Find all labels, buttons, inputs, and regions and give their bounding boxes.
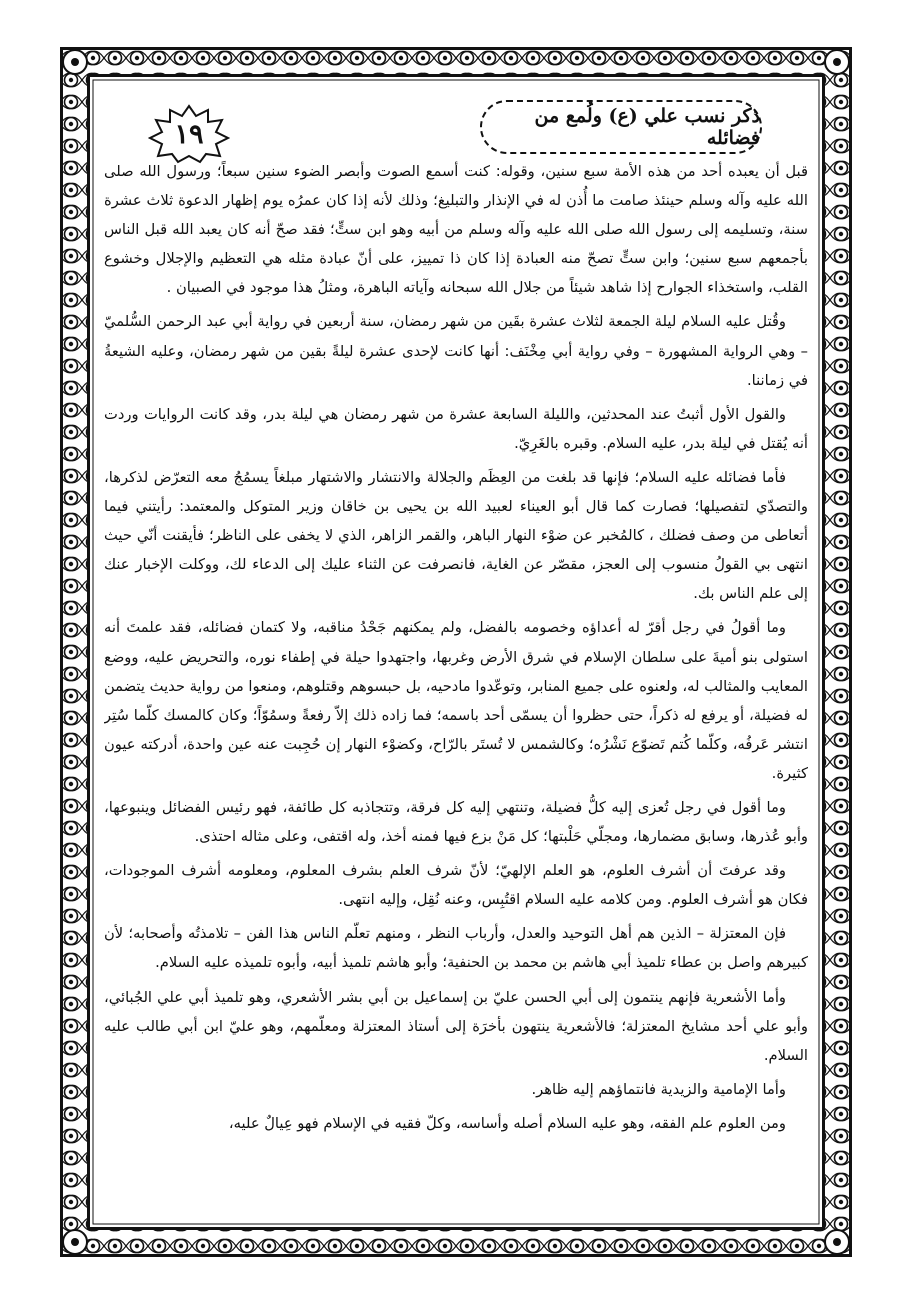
paragraph: فأما فضائله عليه السلام؛ فإنها قد بلغت من العِظَم والجلالة والانتشار والاشتهار مبلغاً يسمُجُ معه التعرّض لذكرها، والتصدّي لتفصيلها؛ فصارت كما قال أبو العيناء لعبيد الله بن يحيى بن خاقان وزير المتوكل والمعتمد: رأيتني فيما أتعاطى من وصف فضلك ، كالمُخبر عن ضوْء النهار الباهر، والقمر الزاهر، الذي لا يخفى على الناظر؛ فأيقنت أنّي حيث انتهى بي القولُ منسوب إلى العجز، مقصّر عن الغاية، فانصرفت عن الثناء عليك إلى الدعاء لك، ووكلت الإخبار عنك إلى علم الناس بك. bbox=[104, 468, 808, 603]
paragraph: وما أقول في رجل تُعزى إليه كلُّ فضيلة، وتنتهي إليه كل فرقة، وتتجاذبه كل طائفة، فهو رئيس الفضائل وينبوعها، وأبو عُذرها، وسابق مضمارها، ومجلّي حَلْبتها؛ كل مَنْ بزع فيها فمنه أخذ، وله اقتفى، وعلى مثاله احتذى. bbox=[104, 798, 808, 846]
paragraph: وما أقولُ في رجل أقرّ له أعداؤه وخصومه بالفضل، ولم يمكنهم جَحْدُ مناقبه، ولا كتمان فضائله، فقد علمتَ أنه استولى بنو أميةَ على سلطان الإسلام في شرق الأرض وغربها، واجتهدوا حيلة في إطفاء نوره، والتحريض عليه، ووضع المعايب والمثالب له، ولعنوه على جميع المنابر، وتوعّدوا مادحيه، بل حبسوهم وقتلوهم، ومنعوا من رواية حديث يتضمن له فضيلة، أو يرفع له ذكراً، حتى حظروا أن يسمّى أحد باسمه؛ فما زاده ذلك إلاّ رفعةً وسمُوّاً؛ وكان كالمسك كلّما سُتِر انتشر عَرفُه، وكلّما كُتم تَضوّع نَشْرُه؛ وكالشمس لا تُستَر بالرّاح، وكضوْء النهار إن حُجِبت عنه عين واحدة، أدركته عيون كثيرة. bbox=[104, 619, 808, 782]
body-text bbox=[104, 157, 808, 1227]
paragraph: وأما الإمامية والزيدية فانتماؤهم إليه ظاهر. bbox=[531, 1080, 786, 1098]
page-number-badge bbox=[148, 104, 230, 164]
paragraph: وأما الأشعرية فإنهم ينتمون إلى أبي الحسن عليّ بن إسماعيل بن أبي بشر الأشعري، وهو تلميذ أبي علي الجُبائي، وأبو علي أحد مشايخ المعتزلة؛ فالأشعرية ينتهون بأخرَة إلى أستاذ المعتزلة ومعلّمهم، وهو عليّ ابن أبي طالب عليه السلام. bbox=[104, 988, 808, 1064]
paragraph: وقُتل عليه السلام ليلة الجمعة لثلاث عشرة بقَين من شهر رمضان، سنة أربعين في رواية أبي عبد الرحمن السُّلميّ – وهي الرواية المشهورة – وفي رواية أبي مِخْنَف: أنها كانت لإحدى عشرة ليلةً بقين من شهر رمضان، وعليه الشيعةُ في زماننا. bbox=[104, 313, 808, 389]
paragraph: فإن المعتزلة – الذين هم أهل التوحيد والعدل، وأرباب النظر ، ومنهم تعلّم الناس هذا الفن – تلامذتُه وأصحابه؛ لأن كبيرهم واصل بن عطاء تلميذ أبي هاشم بن محمد بن الحنفية؛ وأبو هاشم تلميذ أبيه، وأبوه تلميذه عليه السلام. bbox=[104, 925, 808, 972]
paragraph: وقد عرفتَ أن أشرف العلوم، هو العلم الإلهيّ؛ لأنّ شرف العلم بشرف المعلوم، ومعلومه أشرف الموجودات، فكان هو أشرف العلوم. ومن كلامه عليه السلام اقتُبِس، وعنه نُقِل، وإليه انتهى. bbox=[104, 862, 808, 909]
page-number: ١٩ bbox=[174, 118, 204, 150]
paragraph: ومن العلوم علم الفقه، وهو عليه السلام أصله وأساسه، وكلّ فقيه في الإسلام فهو عِيالٌ عليه، bbox=[228, 1114, 786, 1132]
chapter-title: ذكر نسب علي (ع) ولُمع من فضائله bbox=[480, 100, 762, 154]
paragraph: والقول الأول أثبتُ عند المحدثين، والليلة السابعة عشرة من شهر رمضان هي ليلة بدر، وقد كانت الروايات وردت أنه يُقتل في ليلة بدر، عليه السلام. وقبره بالغَرِيّ. bbox=[104, 405, 808, 452]
paragraph: قبل أن يعبده أحد من هذه الأمة سبع سنين، وقوله: كنت أسمع الصوت وأبصر الضوء سنين سبعاً؛ ورسول الله صلى الله عليه وآله وسلم حينئذ صامت ما أُذن له في الإنذار والتبليغ؛ وذلك لأنه إذا كان عمرُه يوم إظهار الدعوة ثلاث عشرة سنة، وتسليمه إلى رسول الله صلى الله عليه وآله وسلم من أبيه وهو ابن ستٍّ؛ فقد صحّ أنه كان يعبد الله قبل الناس بأجمعهم سبع سنين؛ وابن ستٍّ تصحّ منه العبادة إذا كان ذا تمييز، على أنّ عبادة مثله هي التعظيم والإجلال وخشوع القلب، واستخذاء الجوارح إذا شاهد شيئاً من جلال الله سبحانه وآياته الباهرة، ومثلُ هذا موجود في الصبيان . bbox=[104, 163, 808, 297]
